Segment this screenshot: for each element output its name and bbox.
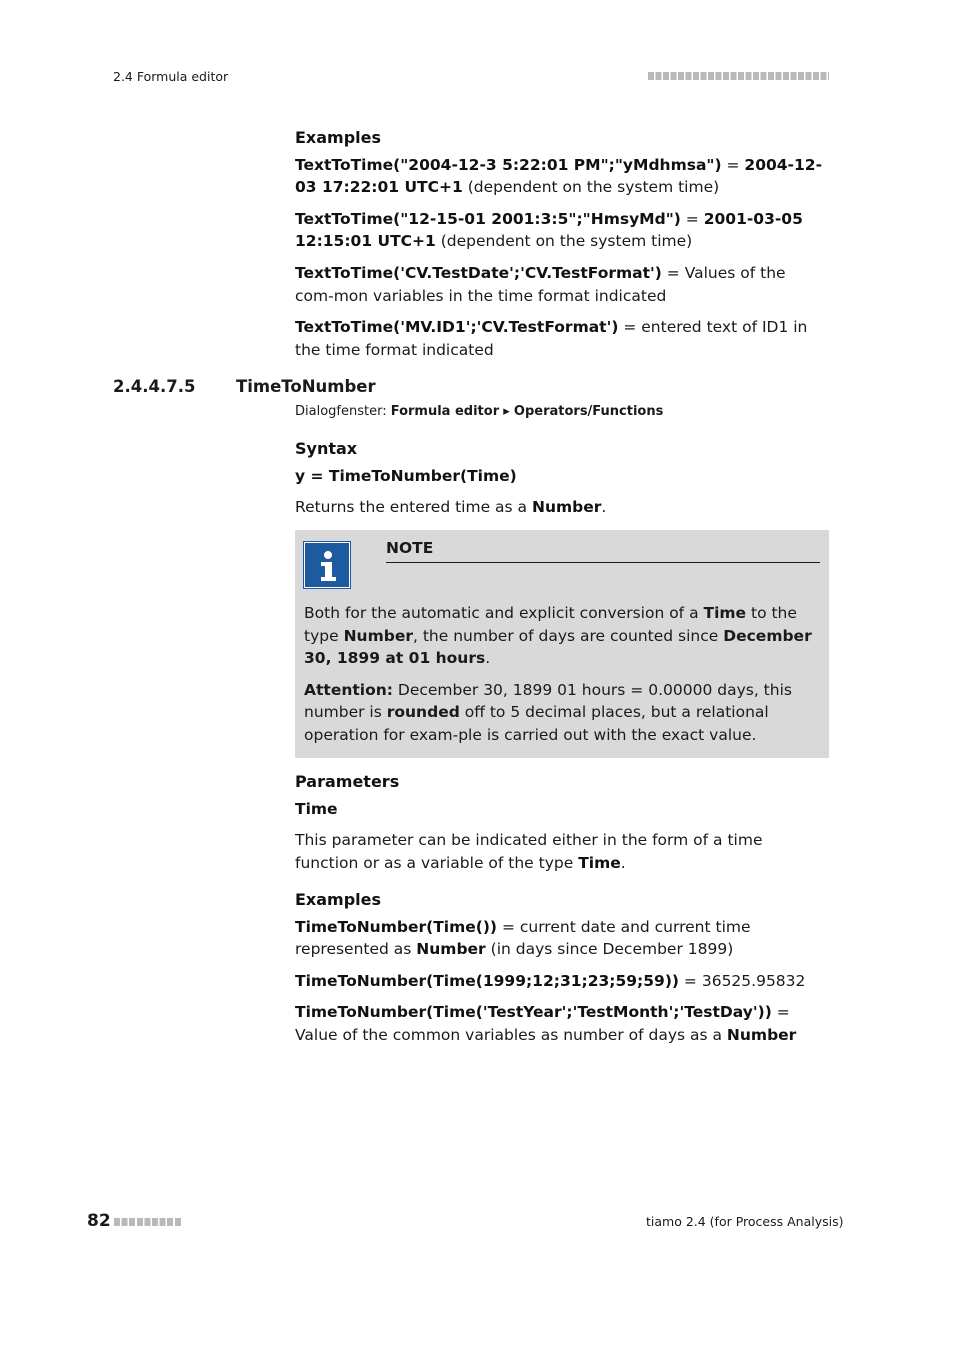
- syntax-block: [295, 438, 829, 519]
- examples-bottom: [295, 889, 829, 1047]
- example-item: TimeToNumber(Time()) = current date and current time represented as Number (in days since December 1899): [295, 917, 751, 959]
- example-item: TextToTime("12-15-01 2001:3:5";"HmsyMd") = 2001-03-05 12:15:01 UTC+1 (dependent on the system time): [295, 209, 803, 251]
- note-paragraph: Attention: December 30, 1899 01 hours = 0.00000 days, this number is rounded off to 5 decimal places, but a relational operation for exam-ple is carried out with the exact value.: [304, 680, 792, 744]
- dialog-path: Dialogfenster: Formula editor ▸ Operators/Functions: [295, 404, 664, 419]
- syntax-description: Returns the entered time as a Number.: [295, 498, 607, 517]
- section-title: TimeToNumber: [236, 377, 376, 396]
- example-item: TextToTime('MV.ID1';'CV.TestFormat') = entered text of ID1 in the time format indicated: [295, 318, 808, 359]
- note-divider: [386, 562, 820, 563]
- examples-top: [295, 127, 829, 361]
- parameter-name: Time: [295, 799, 338, 818]
- page-number: 82: [87, 1211, 111, 1231]
- parameters-block: [295, 771, 829, 874]
- section-number: 2.4.4.7.5: [113, 377, 196, 396]
- header-dots: [648, 72, 829, 80]
- syntax-heading: Syntax: [295, 439, 358, 458]
- examples-heading: Examples: [295, 128, 382, 147]
- parameters-heading: Parameters: [295, 772, 400, 791]
- info-icon: [304, 542, 350, 588]
- example-item: TextToTime("2004-12-3 5:22:01 PM";"yMdhmsa") = 2004-12-03 17:22:01 UTC+1 (dependent on the system time): [295, 155, 822, 197]
- example-item: TimeToNumber(Time('TestYear';'TestMonth';'TestDay')) = Value of the common variables as number of days as a Number: [295, 1003, 797, 1044]
- examples-heading: Examples: [295, 890, 382, 909]
- footer-dots: [114, 1218, 182, 1226]
- running-header: 2.4 Formula editor: [113, 69, 229, 84]
- syntax-code: y = TimeToNumber(Time): [295, 466, 517, 485]
- note-title: NOTE: [386, 539, 434, 557]
- product-name: tiamo 2.4 (for Process Analysis): [646, 1214, 844, 1229]
- note-paragraph: Both for the automatic and explicit conversion of a Time to the type Number, the number of days are counted since December 30, 1899 at 01 hours.: [304, 604, 812, 668]
- note-body: [304, 602, 820, 747]
- example-item: TimeToNumber(Time(1999;12;31;23;59;59)) = 36525.95832: [295, 971, 806, 990]
- example-item: TextToTime('CV.TestDate';'CV.TestFormat') = Values of the com-mon variables in the time format indicated: [295, 263, 786, 305]
- parameter-description: This parameter can be indicated either in the form of a time function or as a variable of the type Time.: [295, 831, 763, 872]
